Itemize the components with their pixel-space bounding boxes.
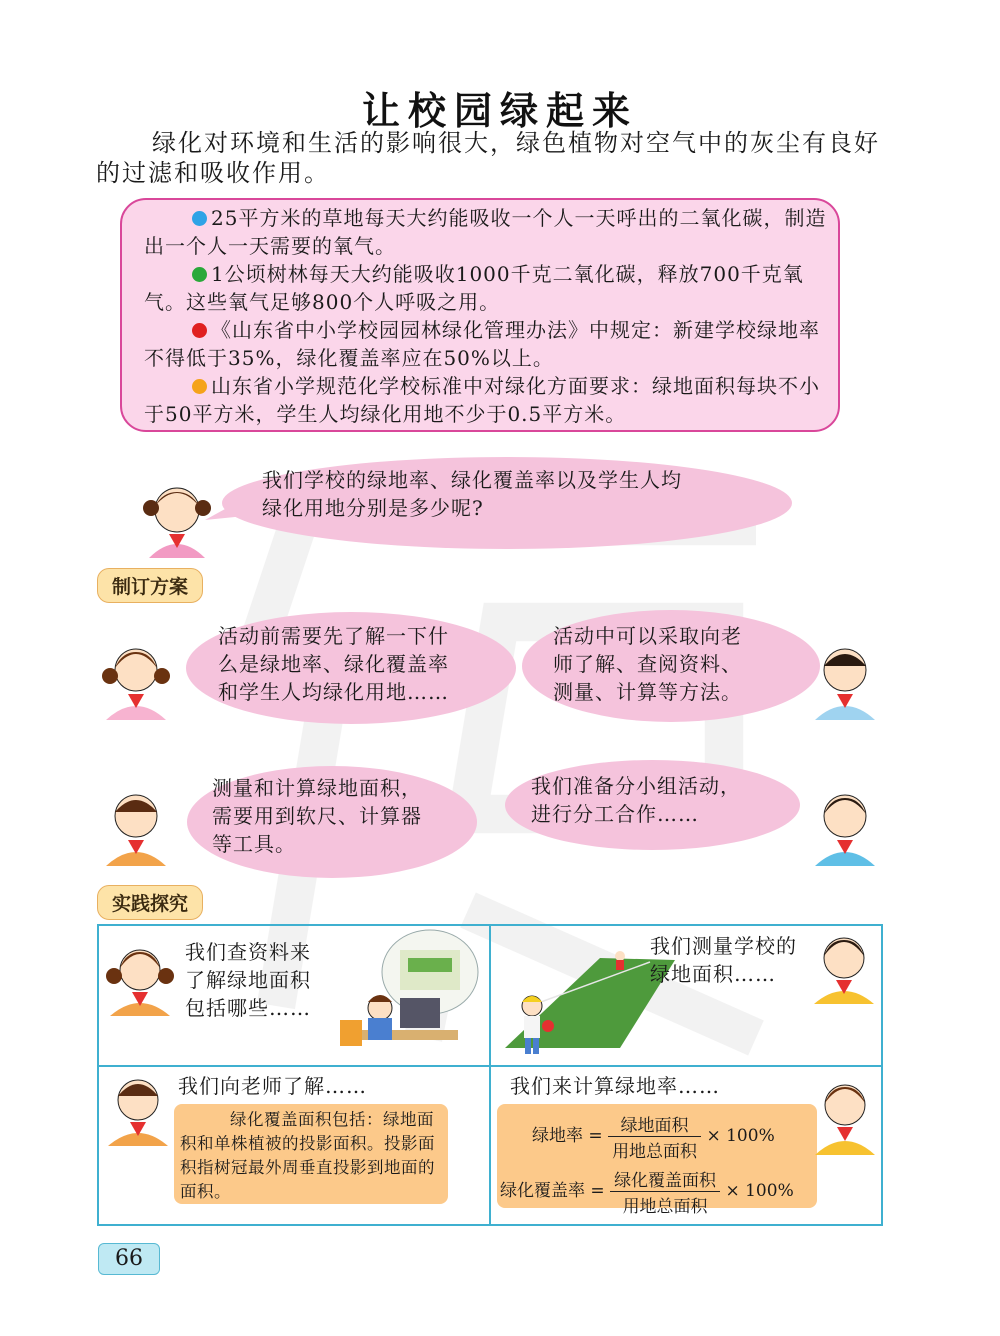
fact-item: 《山东省中小学校园园林绿化管理办法》中规定：新建学校绿地率不得低于35%，绿化覆盖率应在50%以上。 (144, 318, 820, 370)
intro-paragraph: 绿化对环境和生活的影响很大，绿色植物对空气中的灰尘有良好的过滤和吸收作用。 (96, 129, 880, 187)
definition-text: 绿化覆盖面积包括：绿地面积和单株植被的投影面积。投影面积指树冠最外周垂直投影到地面的面积。 (180, 1110, 435, 1201)
speech-text: 活动中可以采取向老 师了解、查阅资料、 测量、计算等方法。 (553, 624, 742, 704)
grid-divider (97, 1065, 883, 1067)
formula-coverage-rate: 绿化覆盖率 = $\frac{\text{绿化覆盖面积}}{\text{用地总面积}}$ × 100% (500, 1166, 794, 1217)
question-text: 我们学校的绿地率、绿化覆盖率以及学生人均 绿化用地分别是多少呢? (262, 468, 682, 520)
fact-item: 山东省小学规范化学校标准中对绿化方面要求：绿地面积每块不小于50平方米，学生人均绿化用地不少于0.5平方米。 (144, 374, 820, 426)
speech-text: 我们准备分小组活动， 进行分工合作…… (531, 774, 741, 826)
boy-avatar (805, 640, 885, 720)
girl-avatar (805, 786, 885, 866)
boy-avatar (96, 786, 176, 866)
facts-box (120, 198, 840, 432)
bullet-dot-icon (192, 211, 207, 226)
girl-avatar (810, 1075, 880, 1155)
cell-text: 我们测量学校的 绿地面积…… (650, 934, 797, 986)
section-tag-practice: 实践探究 (97, 885, 203, 920)
bullet-dot-icon (192, 379, 207, 394)
grid-divider (489, 924, 491, 1226)
bullet-dot-icon (192, 323, 207, 338)
formula-green-rate: 绿地率 = $\frac{\text{绿地面积}}{\text{用地总面积}}$ × 100% (532, 1111, 775, 1162)
girl-avatar (102, 940, 178, 1016)
page-title: 让校园绿起来 (361, 89, 638, 133)
bullet-dot-icon (192, 267, 207, 282)
page-number: 66 (98, 1243, 160, 1275)
girl-avatar (808, 928, 880, 1004)
section-tag-plan: 制订方案 (97, 568, 203, 603)
speech-text: 活动前需要先了解一下什 么是绿地率、绿化覆盖率 和学生人均绿化用地…… (218, 624, 449, 704)
field-illustration (500, 948, 675, 1058)
boy-avatar (100, 1070, 176, 1146)
fact-item: 25平方米的草地每天大约能吸收一个人一天呼出的二氧化碳，制造出一个人一天需要的氧气。 (144, 206, 827, 258)
cell-caption: 我们来计算绿地率…… (510, 1074, 720, 1098)
computer-illustration (330, 928, 480, 1053)
fact-item: 1公顷树林每天大约能吸收1000千克二氧化碳，释放700千克氧气。这些氧气足够800个人呼吸之用。 (144, 262, 804, 314)
speech-text: 测量和计算绿地面积， 需要用到软尺、计算器 等工具。 (212, 776, 422, 856)
girl-avatar (96, 640, 176, 720)
cell-text: 我们查资料来 了解绿地面积 包括哪些…… (185, 940, 311, 1020)
cell-caption: 我们向老师了解…… (178, 1074, 367, 1098)
bubble-tail-icon (205, 498, 245, 528)
